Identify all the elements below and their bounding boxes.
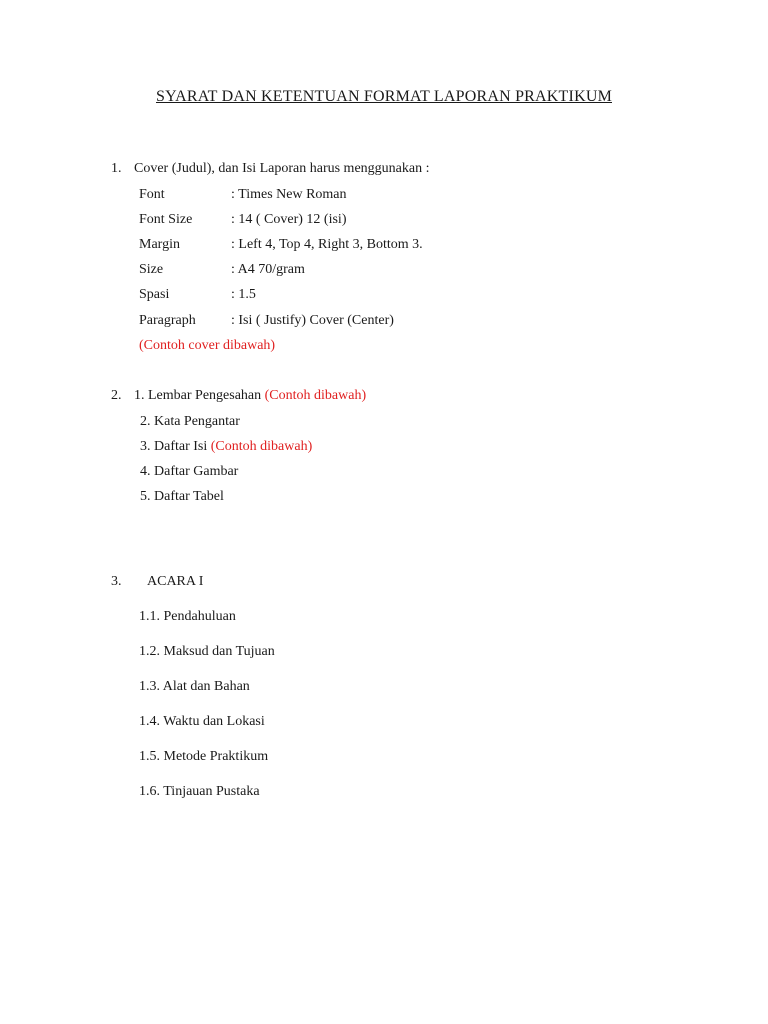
section-1-heading: Cover (Judul), dan Isi Laporan harus menggunakan : <box>134 161 430 176</box>
list-item: 1.1. Pendahuluan <box>139 609 236 624</box>
format-row-value: : 14 ( Cover) 12 (isi) <box>231 212 347 227</box>
section-2-number: 2. <box>111 388 122 403</box>
list-item-text: 2. Kata Pengantar <box>140 414 240 429</box>
cover-example-note: (Contoh cover dibawah) <box>139 338 276 353</box>
list-item: 1.6. Tinjauan Pustaka <box>139 784 260 799</box>
list-item: 1.2. Maksud dan Tujuan <box>139 644 275 659</box>
list-item-text: 4. Daftar Gambar <box>140 464 239 479</box>
example-note: (Contoh dibawah) <box>264 388 367 403</box>
format-row-value: : Times New Roman <box>231 187 347 202</box>
format-row-value: : Left 4, Top 4, Right 3, Bottom 3. <box>231 237 423 252</box>
list-item-text: 1. Lembar Pengesahan <box>134 388 262 403</box>
format-row-label: Font Size <box>139 212 193 227</box>
list-item: 1.5. Metode Praktikum <box>139 749 269 764</box>
format-row-label: Font <box>139 187 165 202</box>
list-item <box>134 388 366 404</box>
list-item: 1.4. Waktu dan Lokasi <box>139 714 265 729</box>
list-item-text: 3. Daftar Isi <box>140 439 208 454</box>
document-title: SYARAT DAN KETENTUAN FORMAT LAPORAN PRAKTIKUM <box>156 88 612 105</box>
format-row-value: : 1.5 <box>231 287 256 302</box>
format-row-label: Spasi <box>139 287 170 302</box>
section-1-number: 1. <box>111 161 122 176</box>
format-row-label: Paragraph <box>139 313 196 328</box>
list-item <box>140 464 238 480</box>
list-item <box>140 489 224 505</box>
list-item-text: 5. Daftar Tabel <box>140 489 224 504</box>
section-3-number: 3. <box>111 574 122 589</box>
section-3-heading: ACARA I <box>147 574 204 589</box>
example-note: (Contoh dibawah) <box>210 439 313 454</box>
list-item: 1.3. Alat dan Bahan <box>139 679 250 694</box>
format-row-label: Margin <box>139 237 180 252</box>
list-item <box>140 414 240 430</box>
list-item <box>140 439 312 455</box>
format-row-value: : Isi ( Justify) Cover (Center) <box>231 313 394 328</box>
format-row-label: Size <box>139 262 164 277</box>
format-row-value: : A4 70/gram <box>231 262 305 277</box>
